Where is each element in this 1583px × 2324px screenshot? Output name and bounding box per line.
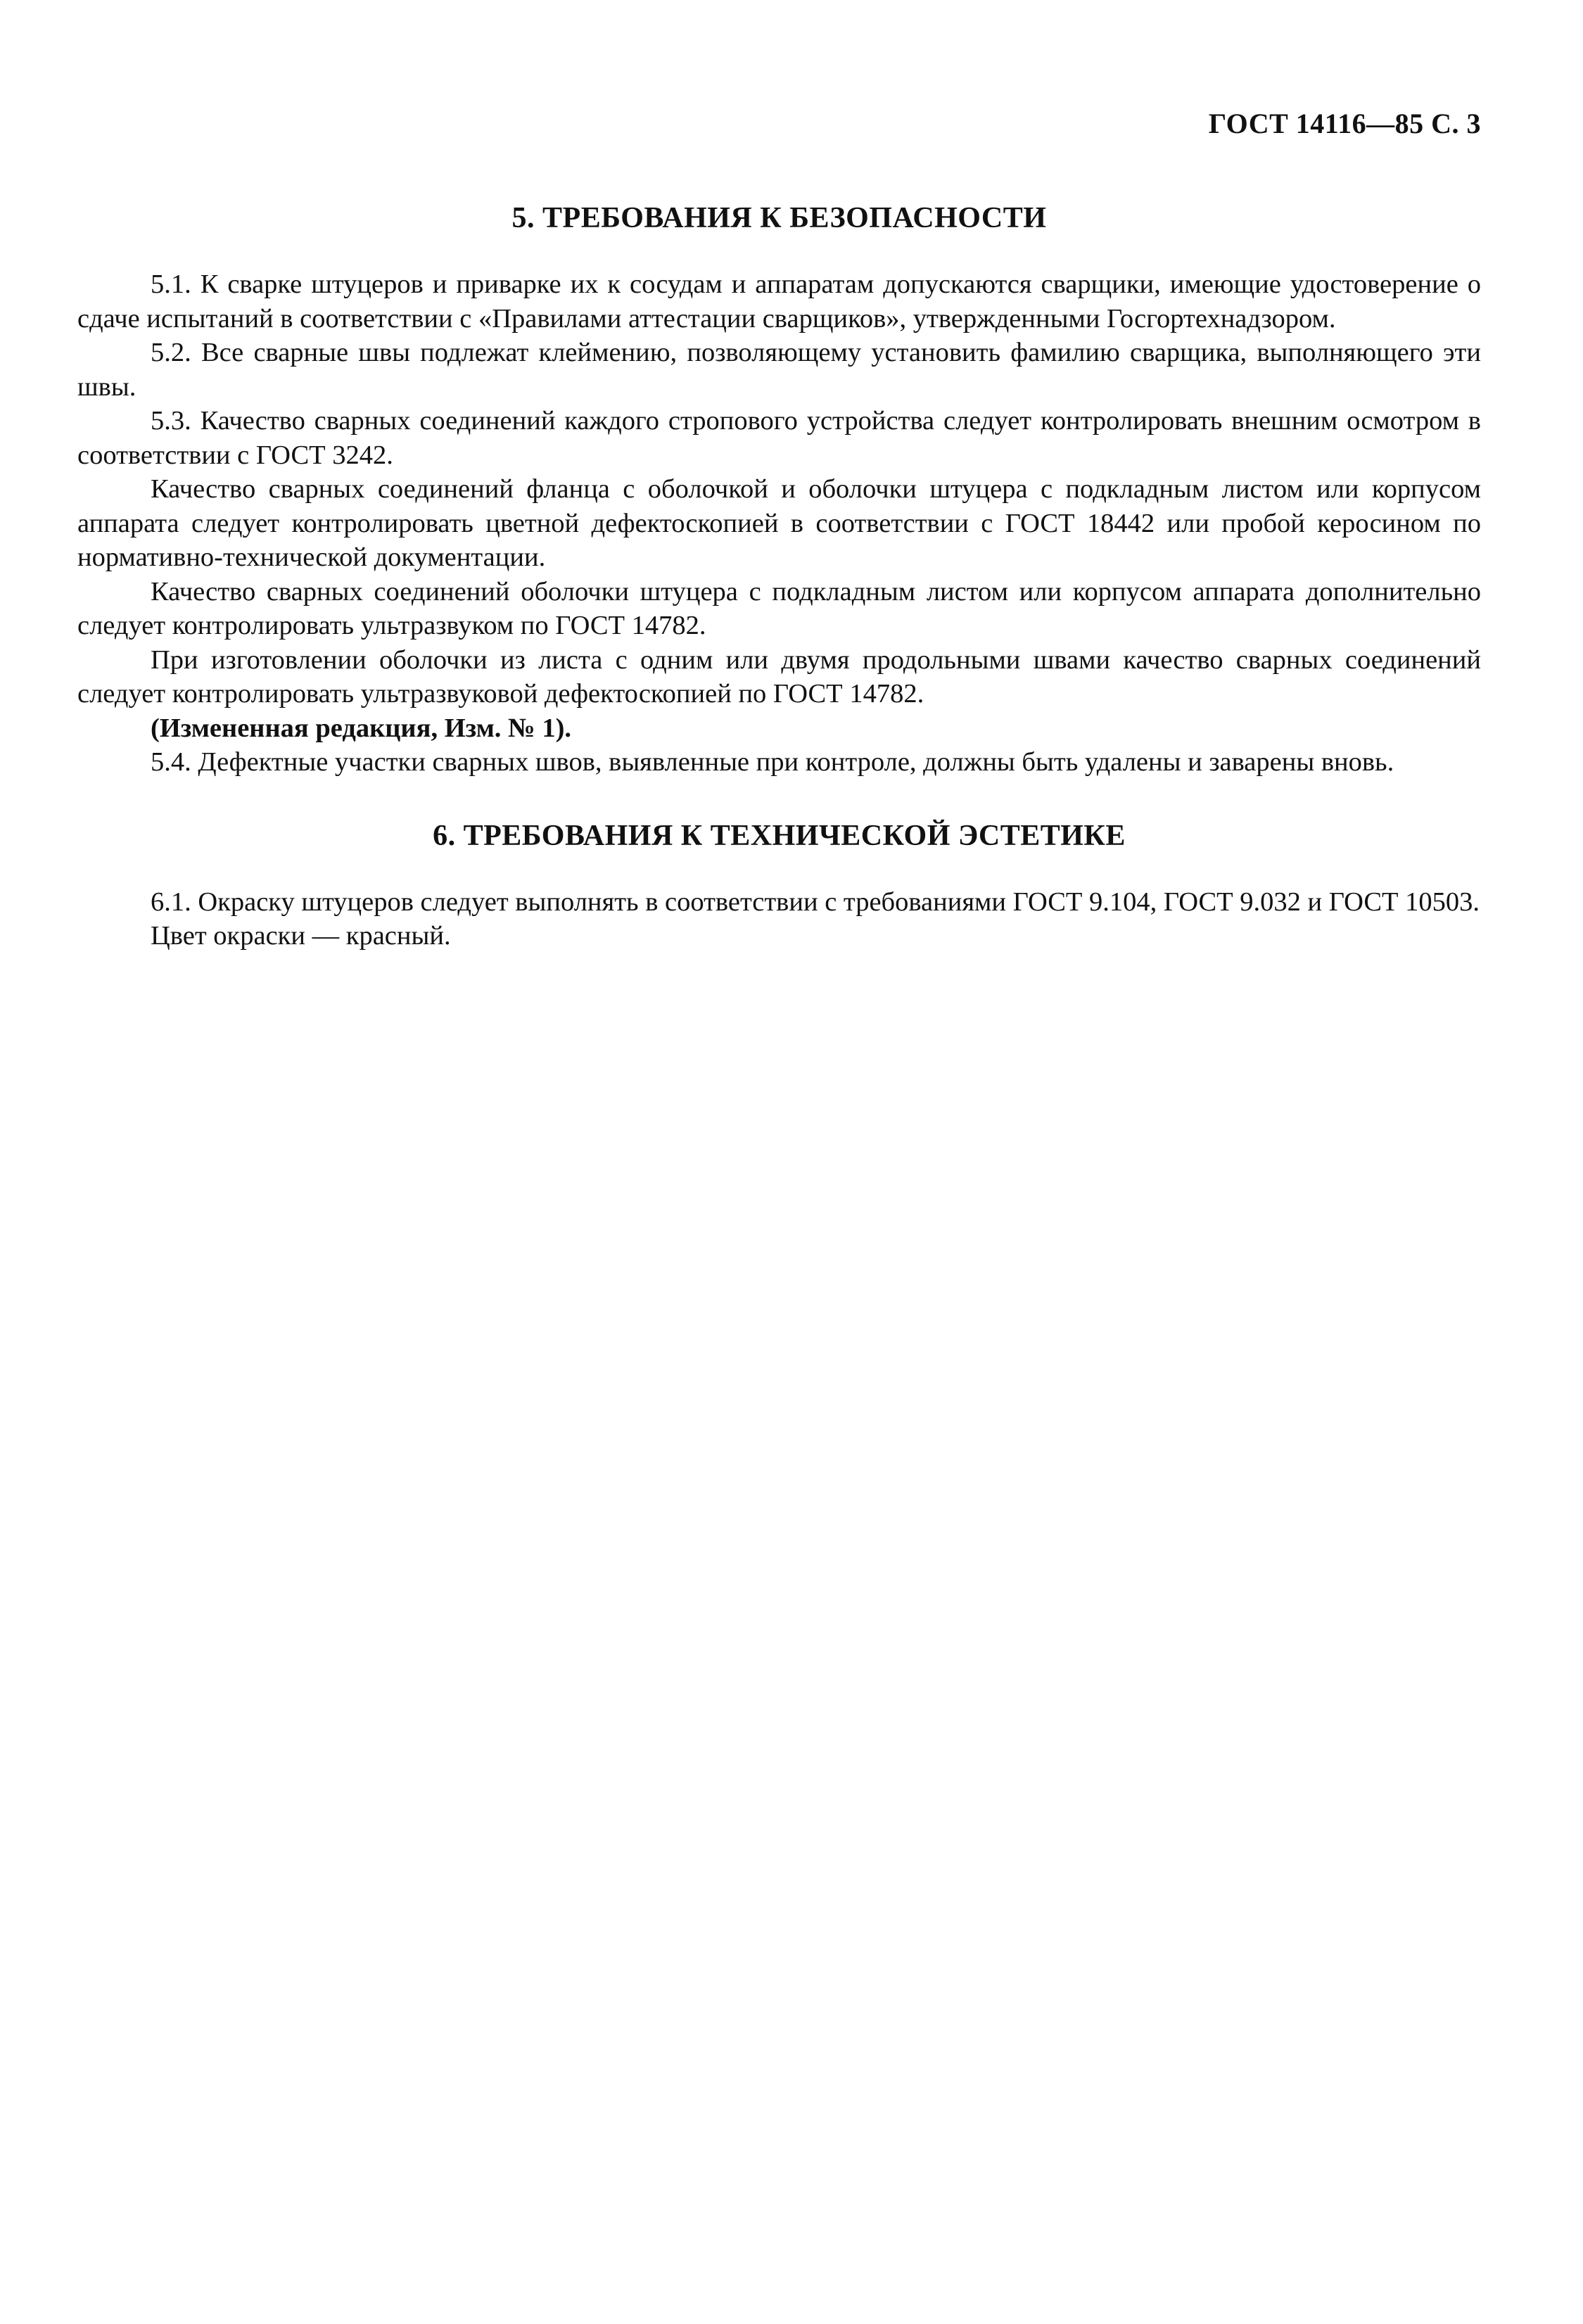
- running-head: ГОСТ 14116—85 С. 3: [1208, 108, 1481, 139]
- paragraph-5-3-flange-quality: Качество сварных соединений фланца с оболочкой и оболочки штуцера с подкладным листом или корпусом аппарата следует контролировать цветной дефектоскопией в соответствии с ГОСТ 18442 или пробой керосином по нормативно-технической документации.: [77, 474, 1481, 572]
- page-content: [77, 197, 1481, 953]
- paragraph-5-1: 5.1. К сварке штуцеров и приварке их к сосудам и аппаратам допускаются сварщики, имеющие удостоверение о сдаче испытаний в соответствии с «Правилами аттестации сварщиков», утвержденными Госгортехнадзором.: [77, 269, 1481, 334]
- paragraph-6-1-color: Цвет окраски — красный.: [151, 921, 451, 951]
- paragraph-5-3-longitudinal-seams: При изготовлении оболочки из листа с одним или двумя продольными швами качество сварных соединений следует контролировать ультразвуковой дефектоскопией по ГОСТ 14782.: [77, 645, 1481, 709]
- paragraph-5-4: 5.4. Дефектные участки сварных швов, выявленные при контроле, должны быть удалены и заварены вновь.: [151, 747, 1394, 777]
- paragraph-5-3: 5.3. Качество сварных соединений каждого стропового устройства следует контролировать внешним осмотром в соответствии с ГОСТ 3242.: [77, 406, 1481, 470]
- section-5-title: 5. ТРЕБОВАНИЯ К БЕЗОПАСНОСТИ: [511, 202, 1047, 234]
- section-6-title: 6. ТРЕБОВАНИЯ К ТЕХНИЧЕСКОЙ ЭСТЕТИКЕ: [433, 819, 1126, 852]
- paragraph-6-1: 6.1. Окраску штуцеров следует выполнять в соответствии с требованиями ГОСТ 9.104, ГОСТ 9.032 и ГОСТ 10503.: [151, 887, 1480, 917]
- amendment-note: (Измененная редакция, Изм. № 1).: [151, 713, 572, 743]
- paragraph-5-3-ultrasound: Качество сварных соединений оболочки штуцера с подкладным листом или корпусом аппарата дополнительно следует контролировать ультразвуком по ГОСТ 14782.: [77, 576, 1481, 640]
- paragraph-5-2: 5.2. Все сварные швы подлежат клеймению, позволяющему установить фамилию сварщика, выполняющего эти швы.: [77, 338, 1481, 402]
